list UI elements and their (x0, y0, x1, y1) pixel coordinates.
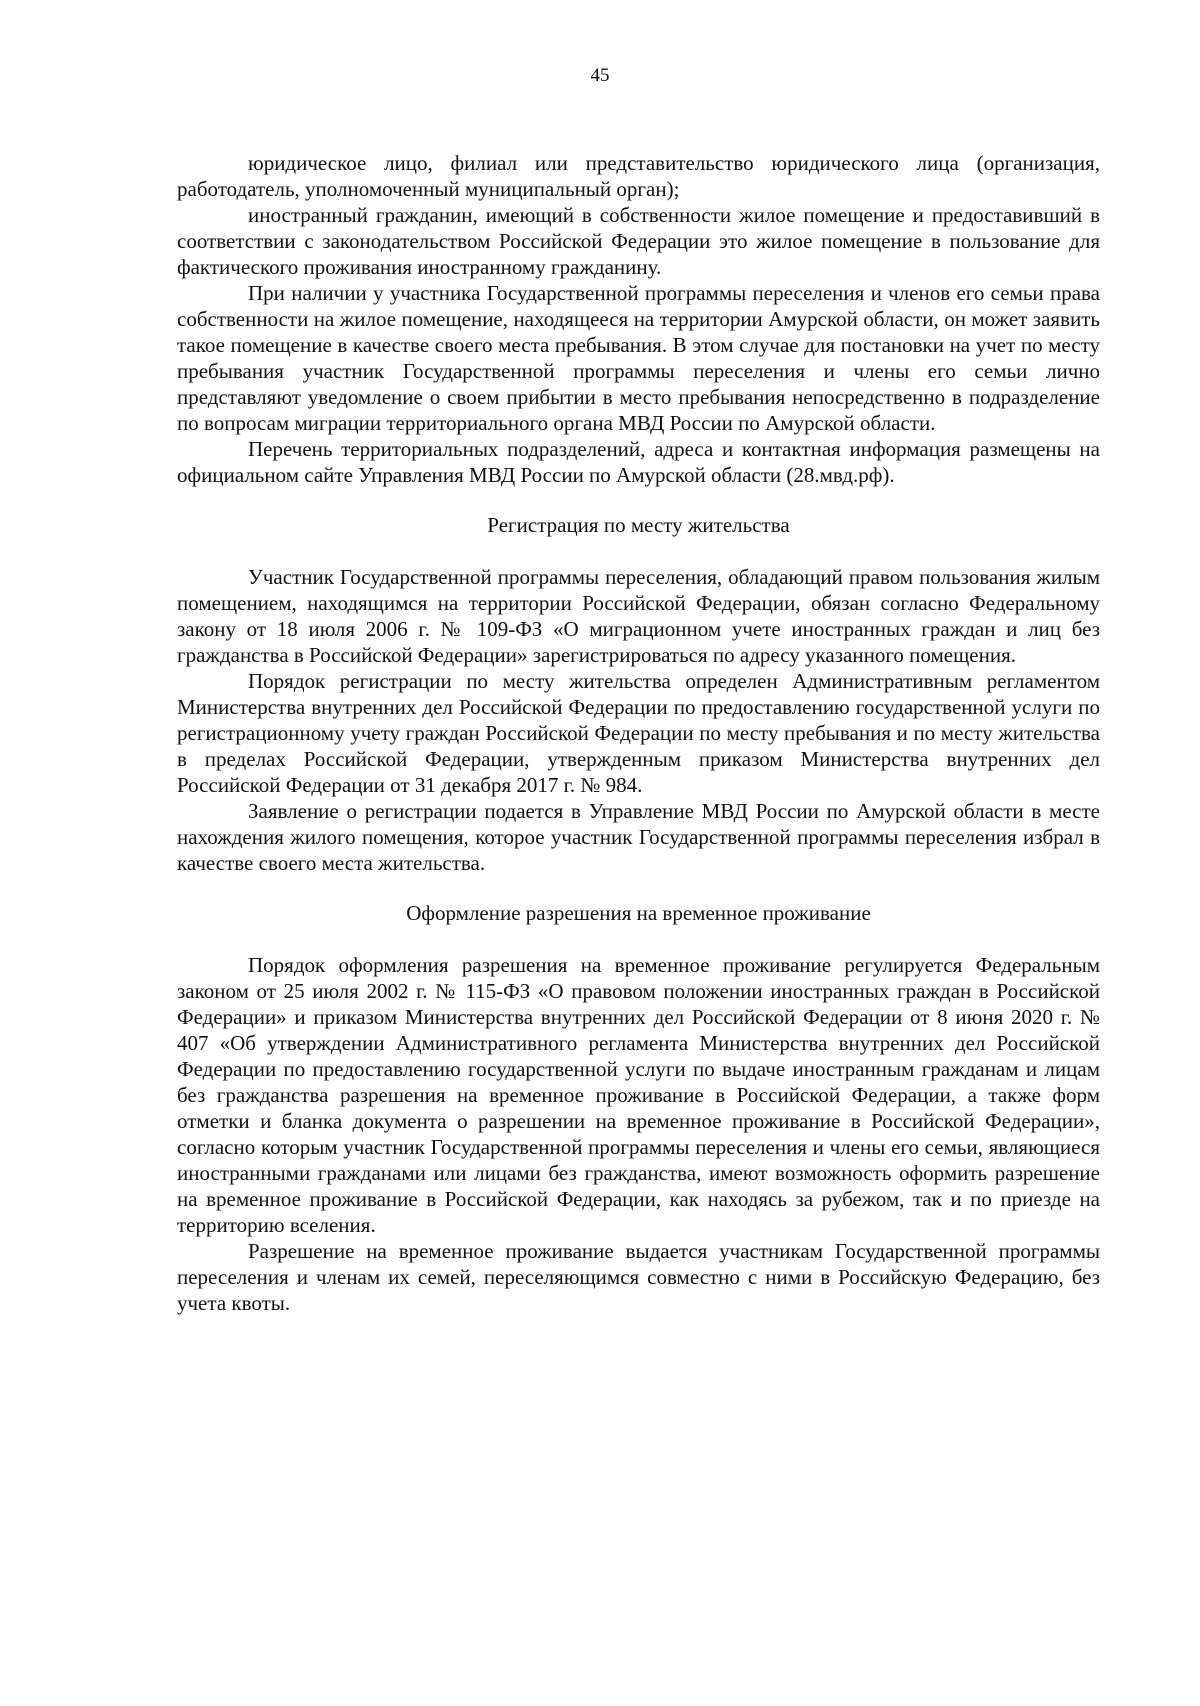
paragraph-temporary-1: Порядок оформления разрешения на временное проживание регулируется Федеральным законом от 25 июля 2002 г. № 115-ФЗ «О правовом положении иностранных граждан в Российской Федерации» и приказом Министерства внутренних дел Российской Федерации от 8 июня 2020 г. № 407 «Об утверждении Административного регламента Министерства внутренних дел Российской Федерации по предоставлению государственной услуги по выдаче иностранным гражданам и лицам без гражданства разрешения на временное проживание в Российской Федерации, а также форм отметки и бланка документа о разрешении на временное проживание в Российской Федерации», согласно которым участник Государственной программы переселения и члены его семьи, являющиеся иностранными гражданами или лицами без гражданства, имеют возможность оформить разрешение на временное проживание в Российской Федерации, как находясь за рубежом, так и по приезде на территорию вселения. (177, 953, 1100, 1237)
paragraph-intro-4: Перечень территориальных подразделений, адреса и контактная информация размещены на официальном сайте Управления МВД России по Амурской области (28.мвд.рф). (177, 437, 1100, 487)
paragraph-intro-2: иностранный гражданин, имеющий в собственности жилое помещение и предоставивший в соответствии с законодательством Российской Федерации это жилое помещение в пользование для фактического проживания иностранному гражданину. (177, 203, 1100, 279)
section-heading-temporary-residence: Оформление разрешения на временное проживание (406, 901, 871, 925)
paragraph-intro-3: При наличии у участника Государственной программы переселения и членов его семьи права собственности на жилое помещение, находящееся на территории Амурской области, он может заявить такое помещение в качестве своего места пребывания. В этом случае для постановки на учет по месту пребывания участник Государственной программы переселения и члены его семьи лично представляют уведомление о своем прибытии в место пребывания непосредственно в подразделение по вопросам миграции территориального органа МВД России по Амурской области. (177, 281, 1100, 435)
paragraph-intro-1: юридическое лицо, филиал или представительство юридического лица (организация, работодатель, уполномоченный муниципальный орган); (177, 151, 1100, 201)
paragraph-residence-2: Порядок регистрации по месту жительства определен Административным регламентом Министерства внутренних дел Российской Федерации по предоставлению государственной услуги по регистрационному учету граждан Российской Федерации по месту пребывания и по месту жительства в пределах Российской Федерации, утвержденным приказом Министерства внутренних дел Российской Федерации от 31 декабря 2017 г. № 984. (177, 669, 1100, 797)
section-heading-residence-registration: Регистрация по месту жительства (487, 513, 790, 537)
document-body (177, 150, 1100, 1316)
page-number: 45 (590, 65, 610, 86)
paragraph-temporary-2: Разрешение на временное проживание выдается участникам Государственной программы переселения и членам их семей, переселяющимся совместно с ними в Российскую Федерацию, без учета квоты. (177, 1239, 1100, 1315)
paragraph-residence-3: Заявление о регистрации подается в Управление МВД России по Амурской области в месте нахождения жилого помещения, которое участник Государственной программы переселения избрал в качестве своего места жительства. (177, 799, 1100, 875)
paragraph-residence-1: Участник Государственной программы переселения, обладающий правом пользования жилым помещением, находящимся на территории Российской Федерации, обязан согласно Федеральному закону от 18 июля 2006 г. № 109-ФЗ «О миграционном учете иностранных граждан и лиц без гражданства в Российской Федерации» зарегистрироваться по адресу указанного помещения. (177, 565, 1100, 667)
